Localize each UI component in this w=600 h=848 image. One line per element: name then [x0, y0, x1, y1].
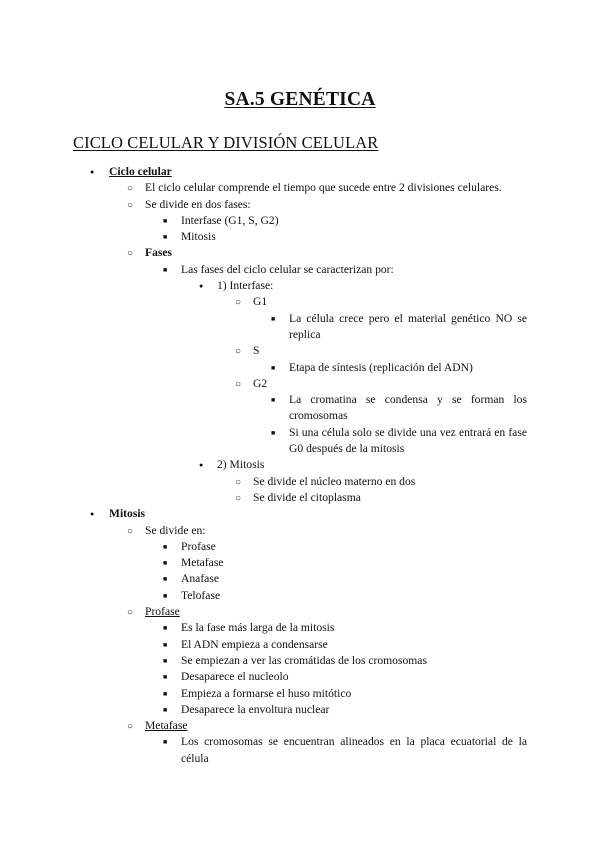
list-item-text: Metafase	[181, 556, 224, 570]
list-item	[0, 686, 600, 702]
circle-bullet-icon	[127, 523, 133, 540]
bullet-icon	[199, 278, 203, 295]
list-item	[0, 571, 600, 587]
list-item-text: 2) Mitosis	[217, 458, 265, 472]
list-item-text: Los cromosomas se encuentran alineados en la placa ecuatorial de la célula	[181, 735, 527, 765]
list-item	[0, 490, 600, 506]
square-bullet-icon	[163, 702, 167, 719]
list-item-text: Anafase	[181, 572, 219, 586]
list-item	[0, 180, 600, 196]
list-item-text: Profase	[181, 539, 216, 553]
circle-bullet-icon	[127, 604, 133, 621]
list-item	[0, 620, 600, 636]
list-item	[0, 604, 600, 620]
list-item-text: G1	[253, 295, 268, 309]
square-bullet-icon	[271, 392, 275, 409]
list-item	[0, 523, 600, 539]
bullet-icon	[199, 457, 203, 474]
notes-outline	[0, 164, 600, 767]
list-item-text: Desaparece la envoltura nuclear	[181, 702, 330, 716]
list-item	[0, 669, 600, 685]
square-bullet-icon	[163, 637, 167, 654]
list-item	[0, 213, 600, 229]
list-item-text: G2	[253, 376, 268, 390]
list-item	[0, 360, 600, 376]
list-item-text: Telofase	[181, 588, 221, 602]
circle-bullet-icon	[127, 245, 133, 262]
circle-bullet-icon	[127, 180, 133, 197]
list-item	[0, 653, 600, 669]
square-bullet-icon	[271, 425, 275, 442]
square-bullet-icon	[163, 686, 167, 703]
square-bullet-icon	[163, 620, 167, 637]
list-item	[0, 702, 600, 718]
list-item-text: S	[253, 344, 260, 358]
list-item	[0, 229, 600, 245]
list-item-text: Fases	[145, 246, 173, 260]
list-item	[0, 294, 600, 310]
bullet-icon	[90, 506, 94, 523]
outline-heading: Ciclo celular	[109, 165, 172, 178]
list-item	[0, 425, 600, 458]
list-item-text: Se empiezan a ver las cromátidas de los cromosomas	[181, 653, 427, 667]
list-item	[0, 164, 600, 180]
list-item	[0, 637, 600, 653]
list-item	[0, 555, 600, 571]
outline-heading: Mitosis	[109, 507, 146, 521]
square-bullet-icon	[163, 229, 167, 246]
square-bullet-icon	[163, 213, 167, 230]
list-item	[0, 588, 600, 604]
list-item-text: La cromatina se condensa y se forman los cromosomas	[289, 393, 527, 423]
list-item	[0, 734, 600, 767]
square-bullet-icon	[163, 588, 167, 605]
square-bullet-icon	[271, 311, 275, 328]
list-item-text: Se divide en:	[145, 523, 206, 537]
square-bullet-icon	[163, 555, 167, 572]
list-item-text: Se divide el citoplasma	[253, 490, 361, 504]
list-item	[0, 718, 600, 734]
list-item	[0, 245, 600, 261]
list-item-text: Es la fase más larga de la mitosis	[181, 621, 335, 635]
list-item-text: 1) Interfase:	[217, 279, 274, 293]
list-item	[0, 262, 600, 278]
list-item	[0, 506, 600, 522]
list-item-text: Se divide en dos fases:	[145, 197, 251, 211]
circle-bullet-icon	[127, 718, 133, 735]
circle-bullet-icon	[235, 474, 241, 491]
circle-bullet-icon	[235, 490, 241, 507]
list-item-text: Etapa de síntesis (replicación del ADN)	[289, 360, 473, 374]
circle-bullet-icon	[235, 376, 241, 393]
list-item	[0, 392, 600, 425]
list-item	[0, 539, 600, 555]
bullet-icon	[90, 164, 94, 181]
list-item	[0, 311, 600, 344]
list-item-text: El ciclo celular comprende el tiempo que sucede entre 2 divisiones celulares.	[145, 181, 502, 195]
square-bullet-icon	[163, 571, 167, 588]
list-item	[0, 376, 600, 392]
page-title: SA.5 GENÉTICA	[224, 89, 376, 110]
list-item-text: Mitosis	[181, 230, 216, 244]
list-item	[0, 278, 600, 294]
list-item-text: Se divide el núcleo materno en dos	[253, 474, 416, 488]
list-item-text: El ADN empieza a condensarse	[181, 637, 328, 651]
list-item	[0, 343, 600, 359]
square-bullet-icon	[163, 734, 167, 751]
square-bullet-icon	[271, 360, 275, 377]
section-heading: CICLO CELULAR Y DIVISIÓN CELULAR	[73, 133, 379, 152]
list-item-text: Profase	[145, 605, 180, 619]
square-bullet-icon	[163, 539, 167, 556]
circle-bullet-icon	[235, 343, 241, 360]
square-bullet-icon	[163, 669, 167, 686]
list-item	[0, 197, 600, 213]
list-item-text: Desaparece el nucleolo	[181, 670, 289, 684]
list-item	[0, 457, 600, 473]
list-item-text: Empieza a formarse el huso mitótico	[181, 686, 352, 700]
list-item-text: Las fases del ciclo celular se caracterizan por:	[181, 262, 394, 276]
list-item-text: Interfase (G1, S, G2)	[181, 213, 279, 227]
circle-bullet-icon	[127, 197, 133, 214]
list-item-text: La célula crece pero el material genético NO se replica	[289, 311, 527, 341]
square-bullet-icon	[163, 653, 167, 670]
square-bullet-icon	[163, 262, 167, 279]
list-item-text: Metafase	[145, 719, 188, 733]
list-item-text: Si una célula solo se divide una vez entrará en fase G0 después de la mitosis	[289, 425, 527, 456]
circle-bullet-icon	[235, 294, 241, 311]
list-item	[0, 474, 600, 490]
